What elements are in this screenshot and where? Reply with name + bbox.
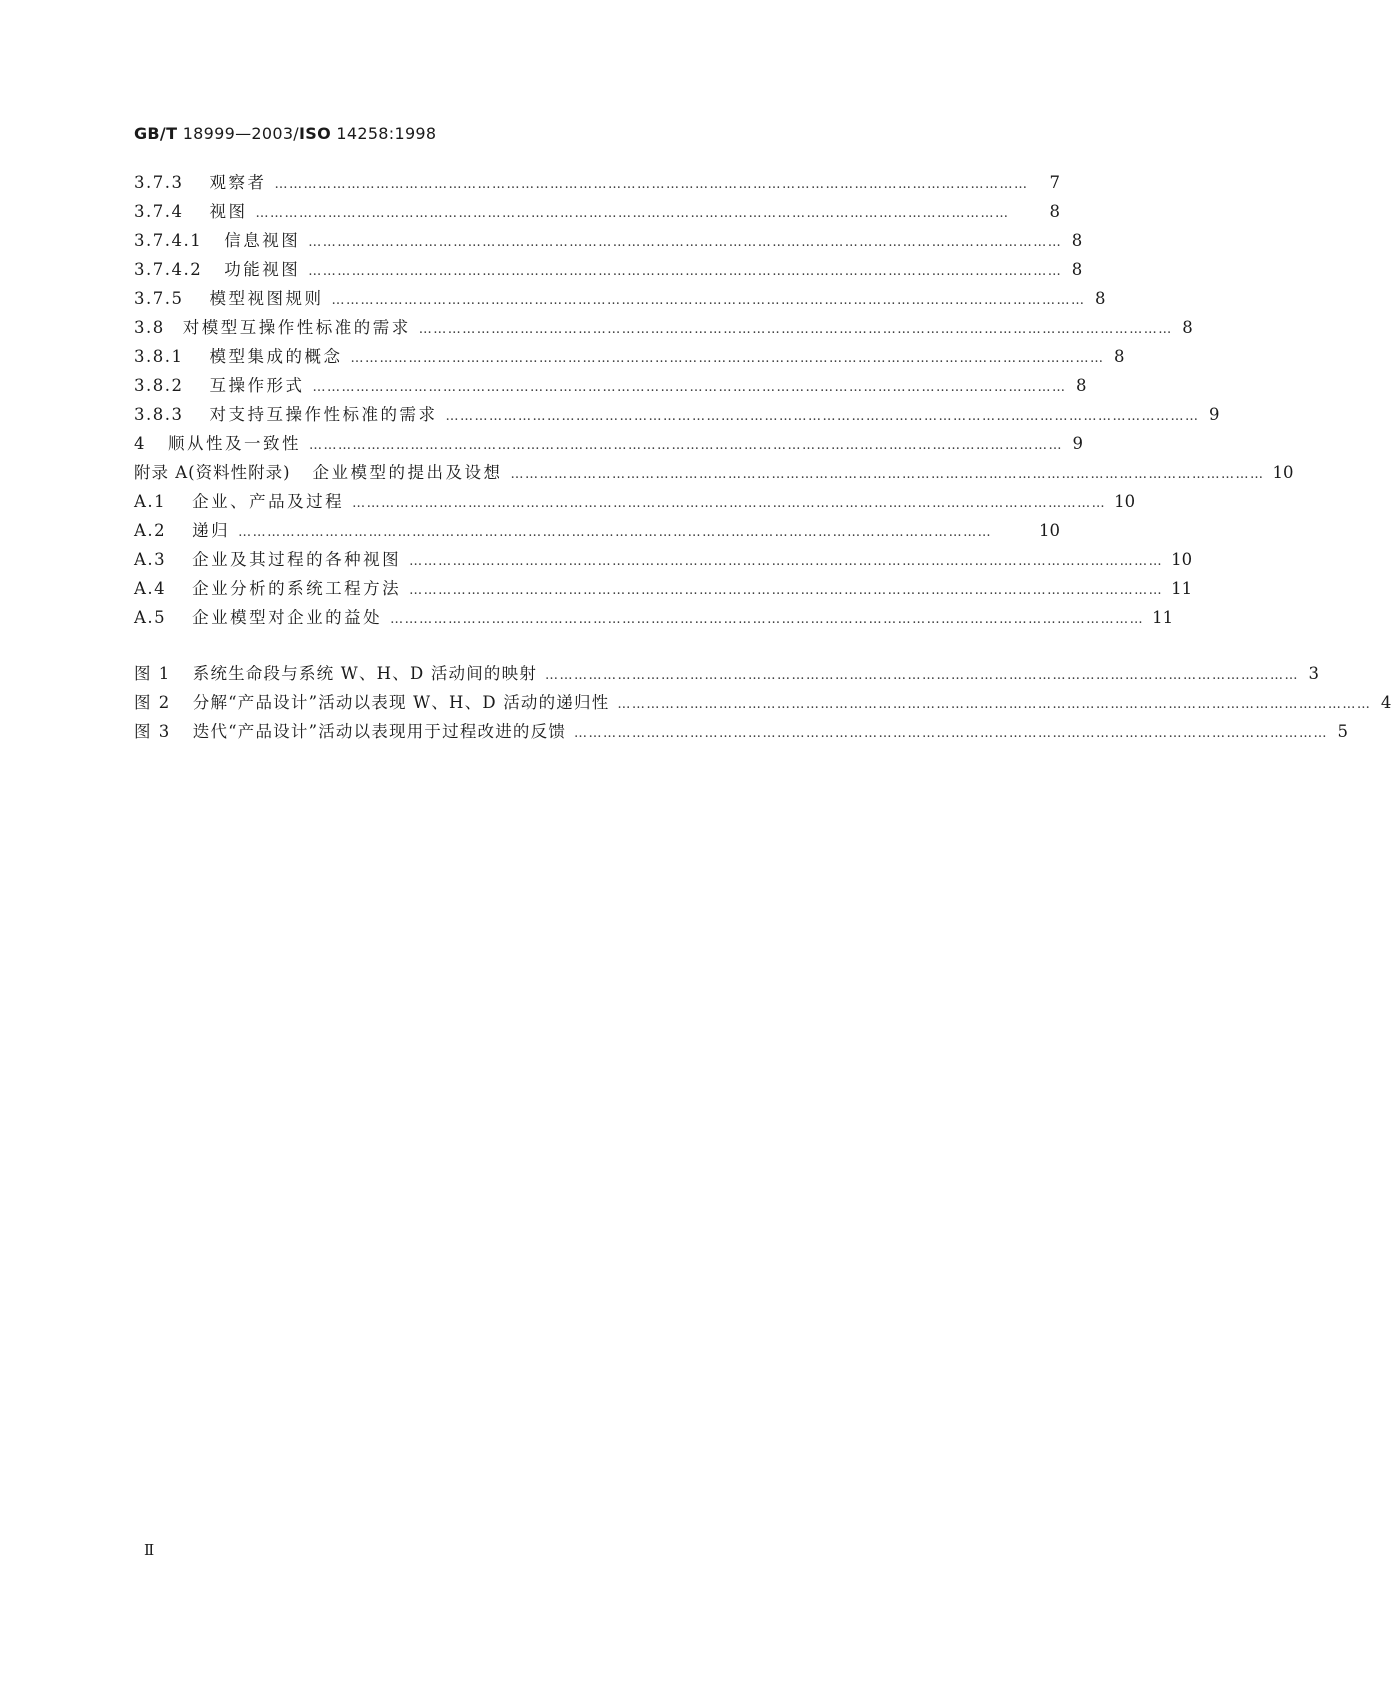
toc-title: 观察者 <box>209 173 267 192</box>
toc-entry[interactable] <box>134 520 1060 542</box>
toc-leader: ………………………………………………………………………………………………………………………………………… <box>308 235 1063 250</box>
toc-number: A.4 <box>134 579 167 598</box>
toc-number: 4 <box>134 434 146 453</box>
toc-entry[interactable] <box>134 433 1083 455</box>
toc-entry[interactable] <box>134 462 1294 484</box>
toc-page: 8 <box>1094 289 1106 308</box>
toc-page: 11 <box>1152 608 1174 627</box>
figure-number: 图 1 <box>134 664 171 683</box>
toc-number: 3.8.1 <box>134 347 184 366</box>
toc-title: 对模型互操作性标准的需求 <box>182 318 411 337</box>
document-header <box>134 124 436 143</box>
toc-title: 模型集成的概念 <box>209 347 343 366</box>
toc-leader: ………………………………………………………………………………………………………………………………………… <box>309 438 1063 453</box>
toc-title: 企业模型对企业的益处 <box>192 608 383 627</box>
toc-entry[interactable] <box>134 491 1136 513</box>
toc-entry[interactable] <box>134 607 1174 629</box>
toc-leader: ………………………………………………………………………………………………………………………………………… <box>350 351 1105 366</box>
toc-entry[interactable] <box>134 201 1060 223</box>
figure-page: 3 <box>1308 664 1320 683</box>
figure-leader: ………………………………………………………………………………………………………………………………………… <box>574 726 1329 741</box>
header-number: 18999—2003/ <box>182 124 299 143</box>
toc-page: 8 <box>1113 347 1125 366</box>
toc-entry[interactable] <box>134 172 1060 194</box>
toc-leader: ………………………………………………………………………………………………………………………………………… <box>510 467 1265 482</box>
figure-leader: ………………………………………………………………………………………………………………………………………… <box>617 697 1372 712</box>
toc-title: 对支持互操作性标准的需求 <box>209 405 438 424</box>
figure-entry[interactable] <box>134 692 1391 714</box>
toc-entry[interactable] <box>134 549 1193 571</box>
toc-number: 3.7.4.2 <box>134 260 203 279</box>
toc-number: 3.8.2 <box>134 376 184 395</box>
toc-leader: ………………………………………………………………………………………………………………………………………… <box>352 496 1107 511</box>
figure-title: 系统生命段与系统 W、H、D 活动间的映射 <box>192 664 538 683</box>
toc-number: 3.7.4.1 <box>134 231 203 250</box>
figure-leader: ………………………………………………………………………………………………………………………………………… <box>545 668 1300 683</box>
toc-number: 3.8.3 <box>134 405 184 424</box>
toc-leader: ………………………………………………………………………………………………………………………………………… <box>274 177 1029 192</box>
toc-leader: ………………………………………………………………………………………………………………………………………… <box>418 322 1173 337</box>
toc-title: 模型视图规则 <box>209 289 324 308</box>
toc-page: 8 <box>1049 202 1060 221</box>
figure-page: 5 <box>1337 722 1349 741</box>
toc-number: 3.7.5 <box>134 289 184 308</box>
toc-title: 企业、产品及过程 <box>192 492 345 511</box>
toc-number: A.3 <box>134 550 167 569</box>
toc-title: 信息视图 <box>224 231 301 250</box>
toc-title: 顺从性及一致性 <box>168 434 301 453</box>
figure-title: 迭代“产品设计”活动以表现用于过程改进的反馈 <box>192 722 567 741</box>
toc-page: 8 <box>1075 376 1087 395</box>
toc-number: 3.8 <box>134 318 165 337</box>
toc-title: 功能视图 <box>224 260 301 279</box>
toc-page: 10 <box>1114 492 1136 511</box>
toc-number: 附录 A(资料性附录) <box>134 463 291 482</box>
toc-page: 8 <box>1182 318 1193 337</box>
toc-page: 10 <box>1039 521 1060 540</box>
toc-leader: ………………………………………………………………………………………………………………………………………… <box>312 380 1067 395</box>
toc-page: 9 <box>1208 405 1220 424</box>
toc-leader: ………………………………………………………………………………………………………………………………………… <box>409 554 1164 569</box>
figure-page: 4 <box>1380 693 1391 712</box>
toc-number: A.1 <box>134 492 167 511</box>
toc-page: 10 <box>1272 463 1294 482</box>
toc-number: 3.7.4 <box>134 202 184 221</box>
toc-leader: ………………………………………………………………………………………………………………………………………… <box>331 293 1086 308</box>
toc-leader: ………………………………………………………………………………………………………………………………………… <box>238 525 993 540</box>
toc-leader: ………………………………………………………………………………………………………………………………………… <box>255 206 1010 221</box>
toc-leader: ………………………………………………………………………………………………………………………………………… <box>409 583 1164 598</box>
toc-entry[interactable] <box>134 346 1125 368</box>
toc-title: 视图 <box>209 202 248 221</box>
toc-page: 11 <box>1171 579 1193 598</box>
figure-number: 图 2 <box>134 693 171 712</box>
toc-number: 3.7.3 <box>134 173 184 192</box>
figure-title: 分解“产品设计”活动以表现 W、H、D 活动的递归性 <box>192 693 610 712</box>
header-iso: ISO <box>299 124 331 143</box>
toc-leader: ………………………………………………………………………………………………………………………………………… <box>390 612 1145 627</box>
toc-page: 8 <box>1071 260 1083 279</box>
toc-entry[interactable] <box>134 375 1087 397</box>
toc-entry[interactable] <box>134 288 1106 310</box>
figure-entry[interactable] <box>134 721 1349 743</box>
toc-title: 企业分析的系统工程方法 <box>192 579 402 598</box>
toc-page: 9 <box>1072 434 1083 453</box>
header-iso-number: 14258:1998 <box>336 124 437 143</box>
toc-entry[interactable] <box>134 230 1083 252</box>
toc-leader: ………………………………………………………………………………………………………………………………………… <box>308 264 1063 279</box>
toc-title: 递归 <box>192 521 231 540</box>
toc-number: A.5 <box>134 608 167 627</box>
toc-page: 10 <box>1171 550 1193 569</box>
toc-entry[interactable] <box>134 317 1193 339</box>
toc-entry[interactable] <box>134 578 1193 600</box>
toc-page: 7 <box>1049 173 1060 192</box>
toc-page: 8 <box>1071 231 1083 250</box>
header-gbt: GB/T <box>134 124 178 143</box>
toc-title: 企业模型的提出及设想 <box>312 463 503 482</box>
toc-title: 企业及其过程的各种视图 <box>192 550 402 569</box>
toc-number: A.2 <box>134 521 167 540</box>
toc-title: 互操作形式 <box>209 376 305 395</box>
toc-leader: ………………………………………………………………………………………………………………………………………… <box>445 409 1200 424</box>
page-folio: Ⅱ <box>144 1541 155 1559</box>
figure-number: 图 3 <box>134 722 171 741</box>
toc-entry[interactable] <box>134 404 1220 426</box>
figure-entry[interactable] <box>134 663 1320 685</box>
toc-entry[interactable] <box>134 259 1083 281</box>
